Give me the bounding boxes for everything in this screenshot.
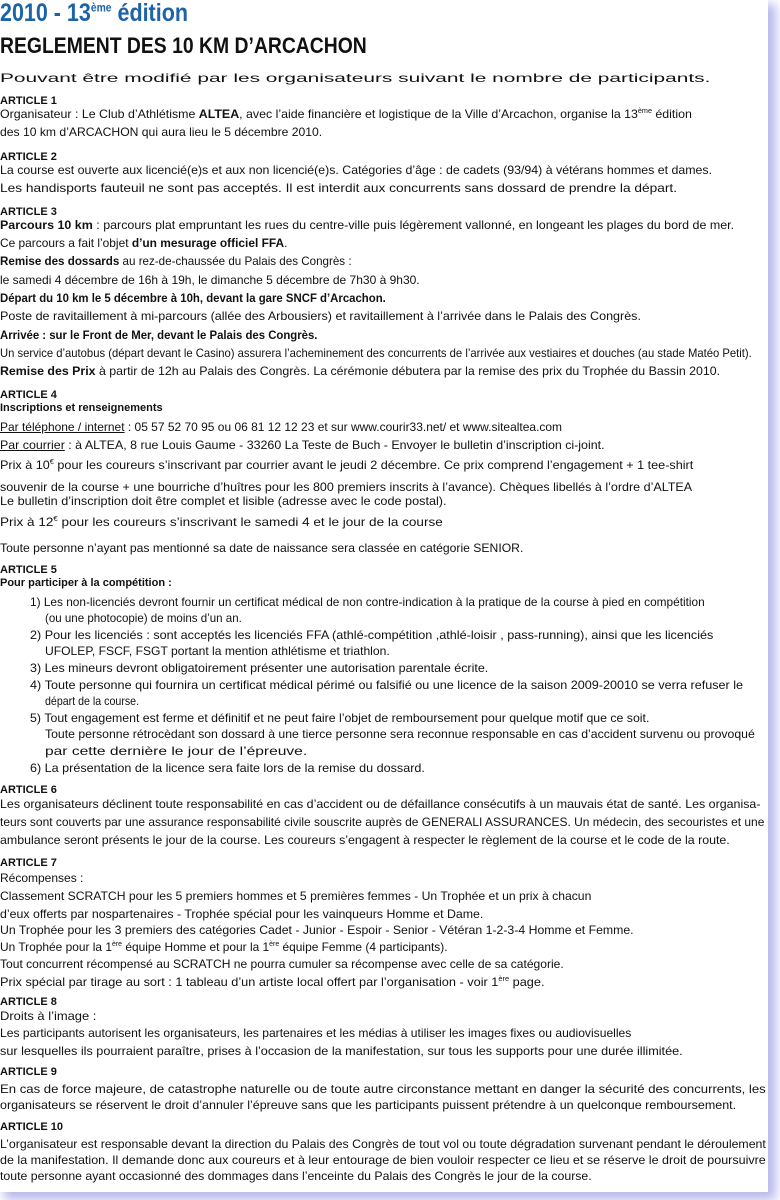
article-2-heading: ARTICLE 2 [0, 151, 57, 163]
article-4-text: Toute personne n’ayant pas mentionné sa date de naissance sera classée en catégorie SENIOR. [0, 541, 524, 555]
article-1-text: des 10 km d’ARCACHON qui aura lieu le 5 décembre 2010. [0, 125, 323, 139]
article-5-subheading: Pour participer à la compétition : [0, 577, 172, 589]
article-7-text: Classement SCRATCH pour les 5 premiers hommes et 5 premières femmes - Un Trophée et un prix à chacun [0, 889, 592, 903]
article-3-text: Arrivée : sur le Front de Mer, devant le Palais des Congrès. [0, 328, 318, 342]
article-3-text: le samedi 4 décembre de 16h à 19h, le dimanche 5 décembre de 7h30 à 9h30. [0, 273, 420, 287]
article-3-text: Parcours 10 km : parcours plat empruntant les rues du centre-ville puis légèrement vallonné, en longeant les plages du bord de mer. [0, 218, 735, 232]
article-8-text: Les participants autorisent les organisateurs, les partenaires et les médias à utiliser les images fixes ou audiovisuelles [0, 1026, 632, 1040]
article-9-text: En cas de force majeure, de catastrophe naturelle ou de toute autre circonstance mettant en danger la sécurité des concurrents, les [0, 1082, 766, 1096]
list-item: 2) Pour les licenciés : sont acceptés les licenciés FFA (athlé-compétition ,athlé-loisir , pass-running), ainsi que les licenciés [30, 628, 714, 642]
article-7-text: Tout concurrent récompensé au SCRATCH ne pourra cumuler sa récompense avec celle de sa catégorie. [0, 957, 564, 971]
page-title: REGLEMENT DES 10 KM D’ARCACHON [0, 33, 367, 58]
article-7-text: Un Trophée pour les 3 premiers des catégories Cadet - Junior - Espoir - Senior - Vétéran 1-2-3-4 Homme et Femme. [0, 923, 634, 937]
article-10-text: toute personne ayant occasionné des dommages dans l’enceinte du Palais des Congrès le jour de la course. [0, 1169, 592, 1183]
article-6-text: ambulance seront présents le jour de la course. Les coureurs s’engagent à respecter le règlement de la course et le code de la route. [0, 833, 730, 847]
article-3-text: Un service d’autobus (départ devant le Casino) assurera l’acheminement des concurrents de l’arrivée aux vestiaires et douches (au stade Matéo Petit). [0, 346, 752, 360]
article-6-heading: ARTICLE 6 [0, 784, 57, 796]
article-4-subheading: Inscriptions et renseignements [0, 402, 163, 414]
article-3-text: Remise des dossards au rez-de-chaussée du Palais des Congrès : [0, 254, 352, 268]
article-1-text: Organisateur : Le Club d’Athlétisme ALTEA, avec l’aide financière et logistique de la Ville d’Arcachon, organise la 13ème édition [0, 107, 692, 121]
article-10-heading: ARTICLE 10 [0, 1121, 63, 1133]
article-4-text: Prix à 12€ pour les coureurs s’inscrivant le samedi 4 et le jour de la course [0, 515, 443, 529]
article-4-text: Par courrier : à ALTEA, 8 rue Louis Gaume - 33260 La Teste de Buch - Envoyer le bulletin d’inscription ci-joint. [0, 438, 605, 452]
list-item: Toute personne rétrocèdant son dossard à une tierce personne sera reconnue responsable en cas d’accident survenu ou provoqué [45, 727, 755, 741]
article-2-text: Les handisports fauteuil ne sont pas acceptés. Il est interdit aux concurrents sans dossard de prendre la départ. [0, 181, 678, 195]
list-item: 5) Tout engagement est ferme et définitif et ne peut faire l’objet de remboursement pour quelque motif que ce soit. [30, 711, 650, 725]
list-item: 1) Les non-licenciés devront fournir un certificat médical de non contre-indication à la pratique de la course à pied en compétition [30, 595, 705, 609]
list-item: (ou une photocopie) de moins d’un an. [45, 611, 242, 625]
article-3-text: Remise des Prix à partir de 12h au Palais des Congrès. La cérémonie débutera par la remise des prix du Trophée du Bassin 2010. [0, 364, 721, 378]
article-4-text: Prix à 10€ pour les coureurs s’inscrivant par courrier avant le jeudi 2 décembre. Ce prix comprend l’engagement + 1 tee-shirt [0, 458, 694, 472]
article-4-text: souvenir de la course + une bourriche d’huîtres pour les 800 premiers inscrits à l’avance). Chèques libellés à l’ordre d’ALTEA [0, 480, 693, 494]
article-3-text: Ce parcours a fait l’objet d’un mesurage officiel FFA. [0, 236, 288, 250]
article-7-text: d’eux offerts par nospartenaires - Trophée spécial pour les vainqueurs Homme et Dame. [0, 907, 484, 921]
article-8-text: sur lesquelles ils pourraient paraître, prises à l’occasion de la manifestation, sur tous les supports pour une durée illimitée. [0, 1044, 683, 1058]
article-3-text: Poste de ravitaillement à mi-parcours (allée des Arbousiers) et ravitaillement à l’arrivée dans le Palais des Congrès. [0, 309, 641, 323]
article-7-heading: ARTICLE 7 [0, 857, 57, 869]
article-2-text: La course est ouverte aux licencié(e)s et aux non licencié(e)s. Catégories d’âge : de cadets (93/94) à vétérans hommes et dames. [0, 163, 713, 177]
list-item: 6) La présentation de la licence sera faite lors de la remise du dossard. [30, 761, 425, 775]
article-4-text: Par téléphone / internet : 05 57 52 70 95 ou 06 81 12 12 23 et sur www.courir33.net/ et www.sitealtea.com [0, 420, 563, 434]
article-4-heading: ARTICLE 4 [0, 389, 57, 401]
article-8-subheading: Droits à l’image : [0, 1009, 97, 1023]
article-9-heading: ARTICLE 9 [0, 1066, 57, 1078]
article-8-heading: ARTICLE 8 [0, 996, 57, 1008]
article-9-text: organisateurs se réservent le droit d’annuler l’épreuve sans que les participants puissent prétendre à un quelconque remboursement. [0, 1098, 737, 1112]
article-4-text: Le bulletin d’inscription doit être complet et lisible (adresse avec le code postal). [0, 494, 447, 508]
article-3-heading: ARTICLE 3 [0, 206, 57, 218]
article-5-heading: ARTICLE 5 [0, 564, 57, 576]
article-10-text: de la manifestation. Il demande donc aux coureurs et à leur entourage de bien vouloir respecter ce lieu et se réserve le droit de poursuivre [0, 1153, 766, 1167]
article-7-text: Un Trophée pour la 1ère équipe Homme et pour la 1ère équipe Femme (4 participants). [0, 940, 448, 954]
article-6-text: teurs sont couverts par une assurance responsabilité civile souscrite auprès de GENERALI ASSURANCES. Un médecin, des secouristes et une [0, 815, 765, 829]
list-item: 4) Toute personne qui fournira un certificat médical périmé ou falsifié ou une licence de la saison 2009-20010 se verra refuser le [30, 678, 744, 692]
article-7-subheading: Récompenses : [0, 871, 84, 885]
list-item: par cette dernière le jour de l’épreuve. [45, 744, 308, 758]
edition-heading: 2010 - 13ème édition [0, 0, 188, 27]
article-6-text: Les organisateurs déclinent toute responsabilité en cas d’accident ou de défaillance consécutifs à un mauvais état de santé. Les organisa- [0, 797, 761, 811]
article-1-heading: ARTICLE 1 [0, 95, 57, 107]
article-10-text: L’organisateur est responsable devant la direction du Palais des Congrès de tout vol ou toute dégradation survenant pendant le déroulement [0, 1137, 766, 1151]
list-item: 3) Les mineurs devront obligatoirement présenter une autorisation parentale écrite. [30, 661, 489, 675]
list-item: UFOLEP, FSCF, FSGT portant la mention athlétisme et triathlon. [45, 644, 390, 658]
intro-text: Pouvant être modifié par les organisateurs suivant le nombre de participants. [0, 71, 711, 85]
article-3-text: Départ du 10 km le 5 décembre à 10h, devant la gare SNCF d’Arcachon. [0, 291, 386, 305]
list-item: départ de la course. [45, 694, 140, 708]
article-7-text: Prix spécial par tirage au sort : 1 tableau d’un artiste local offert par l’organisation - voir 1ère page. [0, 975, 545, 989]
